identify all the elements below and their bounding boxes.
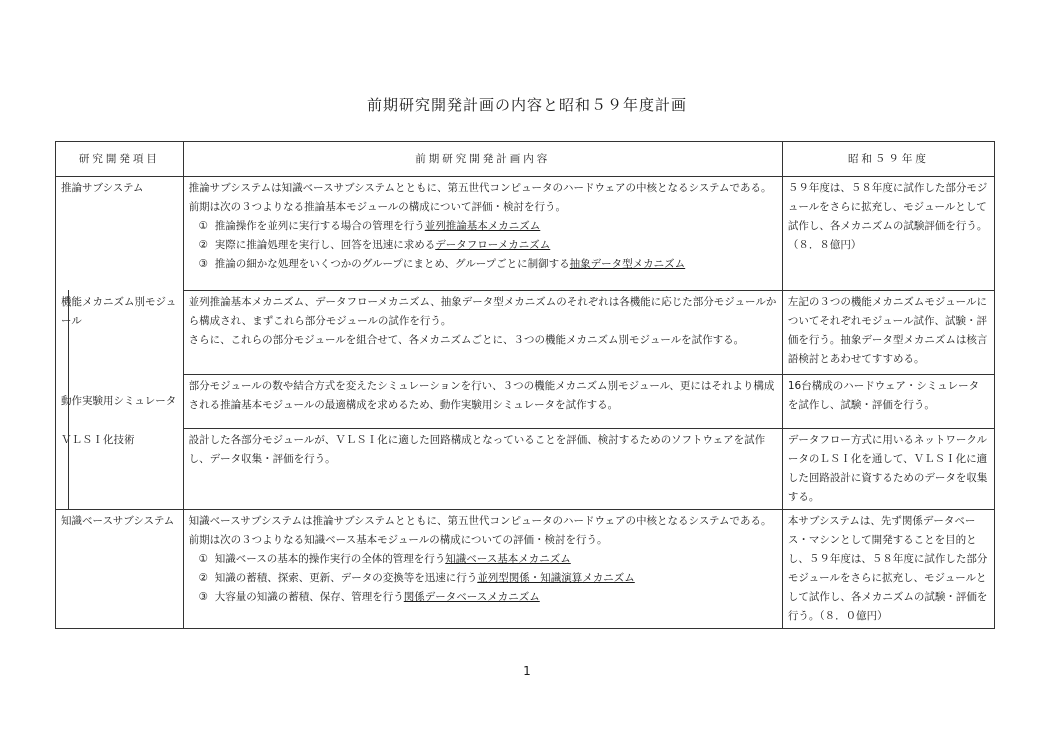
content-line: さらに、これらの部分モジュールを組合せて、各メカニズムごとに、３つの機能メカニズム別モジュールを試作する。 — [188, 334, 745, 346]
table-row — [56, 177, 995, 291]
term: 並列型関係・知識演算メカニズム — [477, 572, 635, 584]
term: 知識ベース基本メカニズム — [445, 553, 571, 565]
content-line: 知識ベースサブシステムは推論サブシステムとともに、第五世代コンピュータのハードウェアの中核となるシステムである。 — [188, 515, 772, 527]
header-item: 研究開発項目 — [56, 142, 184, 177]
plan-table — [55, 141, 995, 629]
header-content: 前期研究開発計画内容 — [183, 142, 782, 177]
term: データフローメカニズム — [435, 239, 551, 251]
list-item: ① 知識ベースの基本的操作実行の全体的管理を行う知識ベース基本メカニズム — [198, 553, 571, 565]
term: 関係データベースメカニズム — [403, 591, 540, 603]
row-item: ＶＬＳＩ化技術 — [56, 429, 184, 510]
content-line: 前期は次の３つよりなる推論基本モジュールの構成について評価・検討を行う。 — [188, 201, 567, 213]
content-line: 設計した各部分モジュールが、ＶＬＳＩ化に適した回路構成となっていることを評価、検討するためのソフトウェアを試作し、データ収集・評価を行う。 — [188, 434, 766, 465]
term: 抽象データ型メカニズム — [569, 258, 686, 270]
row-content — [183, 375, 782, 429]
header-plan: 昭和５９年度 — [782, 142, 994, 177]
row-content — [183, 291, 782, 375]
list-item: ① 推論操作を並列に実行する場合の管理を行う並列推論基本メカニズム — [198, 220, 541, 232]
term: 並列推論基本メカニズム — [424, 220, 541, 232]
row-plan: 16台構成のハードウェア・シミュレータを試作し、試験・評価を行う。 — [782, 375, 994, 429]
list-item: ② 知識の蓄積、探索、更新、データの変換等を迅速に行う並列型関係・知識演算メカニズム — [198, 572, 635, 584]
row-plan: データフロー方式に用いるネットワークルータのＬＳＩ化を通して、ＶＬＳＩ化に適した回路設計に資するためのデータを収集する。 — [782, 429, 994, 510]
table-header-row — [56, 142, 995, 177]
row-item: 知識ベースサブシステム — [56, 510, 184, 629]
row-plan: 左記の３つの機能メカニズムモジュールについてそれぞれモジュール試作、試験・評価を行う。抽象データ型メカニズムは核言語検討とあわせてすすめる。 — [782, 291, 994, 375]
row-item: 機能メカニズム別モジュール — [56, 291, 184, 375]
row-content — [183, 177, 782, 291]
table-row — [56, 291, 995, 375]
row-item: 推論サブシステム — [56, 177, 184, 291]
table-row — [56, 429, 995, 510]
list-item: ③ 大容量の知識の蓄積、保存、管理を行う関係データベースメカニズム — [198, 591, 540, 603]
page-number: 1 — [523, 664, 531, 678]
table-row — [56, 375, 995, 429]
row-item: 動作実験用シミュレータ — [56, 375, 184, 429]
content-line: 並列推論基本メカニズム、データフローメカニズム、抽象データ型メカニズムのそれぞれは各機能に応じた部分モジュールから構成され、まずこれら部分モジュールの試作を行う。 — [188, 296, 777, 327]
list-item: ② 実際に推論処理を実行し、回答を迅速に求めるデータフローメカニズム — [198, 239, 551, 251]
table-row — [56, 510, 995, 629]
content-line: 前期は次の３つよりなる知識ベース基本モジュールの構成についての評価・検討を行う。 — [188, 534, 608, 546]
row-content — [183, 510, 782, 629]
row-plan: ５９年度は、５８年度に試作した部分モジュールをさらに拡充し、モジュールとして試作し、各メカニズムの試験評価を行う。（８．８億円） — [782, 177, 994, 291]
list-item: ③ 推論の細かな処理をいくつかのグループにまとめ、グループごとに制御する抽象データ型メカニズム — [198, 258, 686, 270]
row-plan: 本サブシステムは、先ず関係データベース・マシンとして開発することを目的とし、５９年度は、５８年度に試作した部分モジュールをさらに拡充し、モジュールとして試作し、各メカニズムの試験・評価を行う。（８．０億円） — [782, 510, 994, 629]
content-line: 部分モジュールの数や結合方式を変えたシミュレーションを行い、３つの機能メカニズム別モジュール、更にはそれより構成される推論基本モジュールの最適構成を求めるため、動作実験用シミュレータを試作する。 — [188, 380, 775, 411]
content-line: 推論サブシステムは知識ベースサブシステムとともに、第五世代コンピュータのハードウェアの中核となるシステムである。 — [188, 182, 772, 194]
page-title: 前期研究開発計画の内容と昭和５９年度計画 — [366, 96, 687, 114]
row-content — [183, 429, 782, 510]
